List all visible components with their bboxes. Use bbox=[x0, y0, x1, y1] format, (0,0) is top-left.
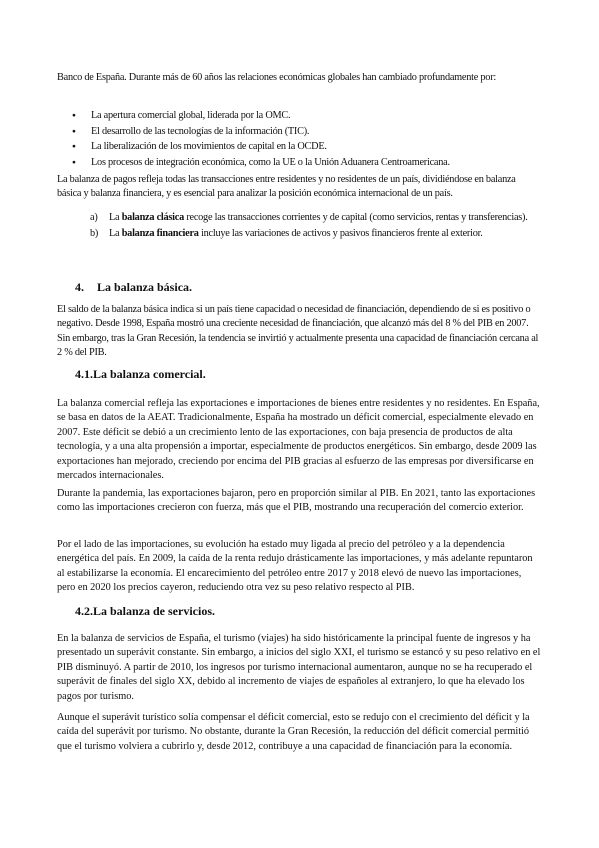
list-item: a) La balanza clásica recoge las transacciones corrientes y de capital (como servicios, rentas y transferencias). bbox=[90, 212, 528, 223]
list-item: ● La liberalización de los movimientos de capital en la OCDE. bbox=[72, 139, 532, 155]
list-item: b) La balanza financiera incluye las variaciones de activos y pasivos financieros frente al exterior. bbox=[90, 228, 483, 239]
bold-term: balanza financiera bbox=[121, 228, 199, 239]
section-number: 4. bbox=[75, 280, 84, 294]
body-paragraph: La balanza comercial refleja las exportaciones e importaciones de bienes entre residentes y no residentes. En España, se basa en datos de la AEAT. Tradicionalmente, España ha mostrado un déficit comercial, especialmente elevado en 2007. Este déficit se debió a un crecimiento lento de las exportaciones, con baja presencia de productos de alta tecnología, y a una alta propensión a importar, especialmente de productos energéticos. Sin embargo, desde 2009 las exportaciones han mejorado, creciendo por encima del PIB gracias al esfuerzo de las empresas por diversificarse en mercados internacionales. bbox=[57, 398, 540, 482]
body-paragraph: Durante la pandemia, las exportaciones bajaron, pero en proporción similar al PIB. En 2021, tanto las exportaciones como las importaciones crecieron con fuerza, más que el PIB, mostrando una recuperación del comercio exterior. bbox=[57, 488, 536, 514]
list-marker: a) bbox=[90, 212, 98, 223]
list-item: ● Los procesos de integración económica, como la UE o la Unión Aduanera Centroamericana. bbox=[72, 155, 532, 171]
bold-term: balanza clásica bbox=[121, 212, 185, 223]
subsection-heading: 4.2.La balanza de servicios. bbox=[75, 604, 215, 618]
section-heading bbox=[75, 280, 192, 295]
sub-item-list bbox=[90, 211, 536, 243]
body-paragraph: Por el lado de las importaciones, su evolución ha estado muy ligada al precio del petróleo y a la dependencia energética del país. En 2009, la caída de la renta redujo drásticamente las importaciones, y más adelante repuntaron al estabilizarse la economía. El encarecimiento del petróleo entre 2017 y 2018 elevó de nuevo las importaciones, pero en 2020 los precios cayeron, reduciendo otra vez su peso relativo respecto al PIB. bbox=[57, 539, 533, 594]
subsection-heading: 4.1.La balanza comercial. bbox=[75, 367, 206, 381]
section-title: La balanza básica. bbox=[97, 280, 193, 294]
intro-paragraph: Banco de España. Durante más de 60 años las relaciones económicas globales han cambiado profundamente por: bbox=[57, 72, 496, 83]
list-marker: b) bbox=[90, 228, 99, 239]
bullet-list bbox=[72, 108, 532, 170]
list-item: ● El desarrollo de las tecnologías de la información (TIC). bbox=[72, 124, 532, 140]
balanza-pagos-paragraph: La balanza de pagos refleja todas las transacciones entre residentes y no residentes de un país, dividiéndose en balanza básica y balanza financiera, y es esencial para analizar la posición económica internacional de un país. bbox=[57, 174, 516, 200]
section4-paragraph: El saldo de la balanza básica indica si un país tiene capacidad o necesidad de financiación, dependiendo de si es positivo o negativo. Desde 1998, España mostró una creciente necesidad de financiación, que alcanzó más del 8 % del PIB en 2007. Sin embargo, tras la Gran Recesión, la tendencia se invirtió y actualmente presenta una capacidad de financiación cercana al 2 % del PIB. bbox=[57, 304, 539, 359]
list-item: ● La apertura comercial global, liderada por la OMC. bbox=[72, 108, 532, 124]
body-paragraph: Aunque el superávit turístico solía compensar el déficit comercial, esto se redujo con el crecimiento del déficit y la caída del superávit por turismo. No obstante, durante la Gran Recesión, la reducción del déficit comercial permitió que el turismo volviera a cubrirlo y, desde 2012, contribuye a una capacidad de financiación para la economía. bbox=[57, 712, 530, 752]
body-paragraph: En la balanza de servicios de España, el turismo (viajes) ha sido históricamente la principal fuente de ingresos y ha presentado un superávit constante. Sin embargo, a inicios del siglo XXI, el turismo se estancó y su peso relativo en el PIB disminuyó. A partir de 2010, los ingresos por turismo internacional aumentaron, aunque no se ha recuperado el superávit de finales del siglo XX, debido al incremento de viajes de españoles al extranjero, lo que ha elevado los pagos por turismo. bbox=[57, 633, 541, 702]
